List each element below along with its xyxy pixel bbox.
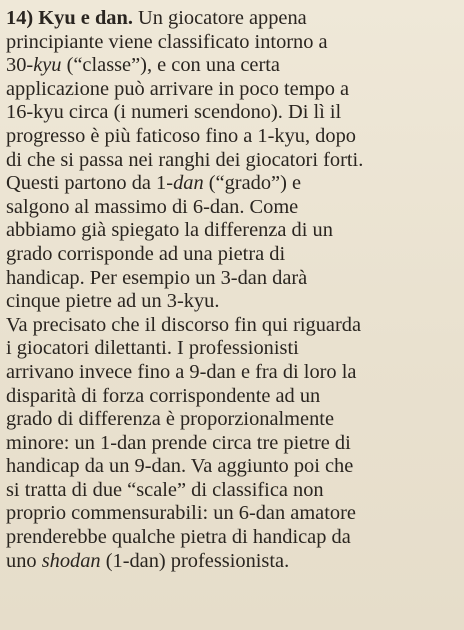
- text-span: (“grado”) e: [203, 172, 302, 195]
- text-line: i giocatori dilettanti. I professionisti: [6, 337, 299, 360]
- text-line: applicazione può arrivare in poco tempo a: [6, 77, 350, 100]
- text-line: Va precisato che il discorso fin qui riguarda: [6, 313, 362, 336]
- text-line: si tratta di due “scale” di classifica non: [6, 478, 324, 501]
- text-line: disparità di forza corrispondente ad un: [6, 384, 321, 407]
- text-line: handicap da un 9-dan. Va aggiunto poi che: [6, 455, 354, 478]
- text-line: grado di differenza è proporzionalmente: [6, 408, 334, 431]
- section-number: 14): [6, 7, 34, 29]
- text-line: di che si passa nei ranghi dei giocatori forti.: [6, 148, 364, 171]
- text-span: (1-dan) professionista.: [100, 549, 290, 572]
- text-line: principiante viene classificato intorno a: [6, 30, 328, 53]
- term-kyu: kyu: [33, 54, 62, 77]
- text-line: abbiamo già spiegato la differenza di un: [6, 219, 333, 242]
- text-span: uno: [6, 549, 42, 572]
- text-line: [6, 550, 460, 574]
- text-line: 16-kyu circa (i numeri scendono). Di lì il: [6, 101, 342, 124]
- term-dan: dan: [173, 172, 204, 195]
- text-line: arrivano invece fino a 9-dan e fra di loro la: [6, 360, 357, 383]
- paragraph-professionals: [6, 314, 460, 574]
- text-line: grado corrisponde ad una pietra di: [6, 242, 286, 265]
- paragraph-kyu-dan-intro: [6, 7, 460, 314]
- text-line: [6, 7, 460, 31]
- section-title: Kyu e dan.: [38, 7, 133, 29]
- text-line: [6, 54, 460, 78]
- text-line: proprio commensurabili: un 6-dan amatore: [6, 502, 356, 525]
- text-line: [6, 172, 460, 196]
- term-shodan: shodan: [41, 549, 101, 572]
- text-line: handicap. Per esempio un 3-dan darà: [6, 266, 308, 289]
- text-line: salgono al massimo di 6-dan. Come: [6, 195, 299, 218]
- text-line: prenderebbe qualche pietra di handicap da: [6, 526, 351, 549]
- text-span: (“classe”), e con una certa: [61, 54, 280, 77]
- text-line: progresso è più faticoso fino a 1-kyu, dopo: [6, 124, 356, 147]
- text-span: Un giocatore appena: [132, 7, 307, 29]
- text-span: Questi partono da 1-: [6, 172, 174, 195]
- text-line: minore: un 1-dan prende circa tre pietre di: [6, 431, 351, 454]
- text-span: 30-: [6, 54, 34, 77]
- text-line: cinque pietre ad un 3-kyu.: [6, 290, 220, 313]
